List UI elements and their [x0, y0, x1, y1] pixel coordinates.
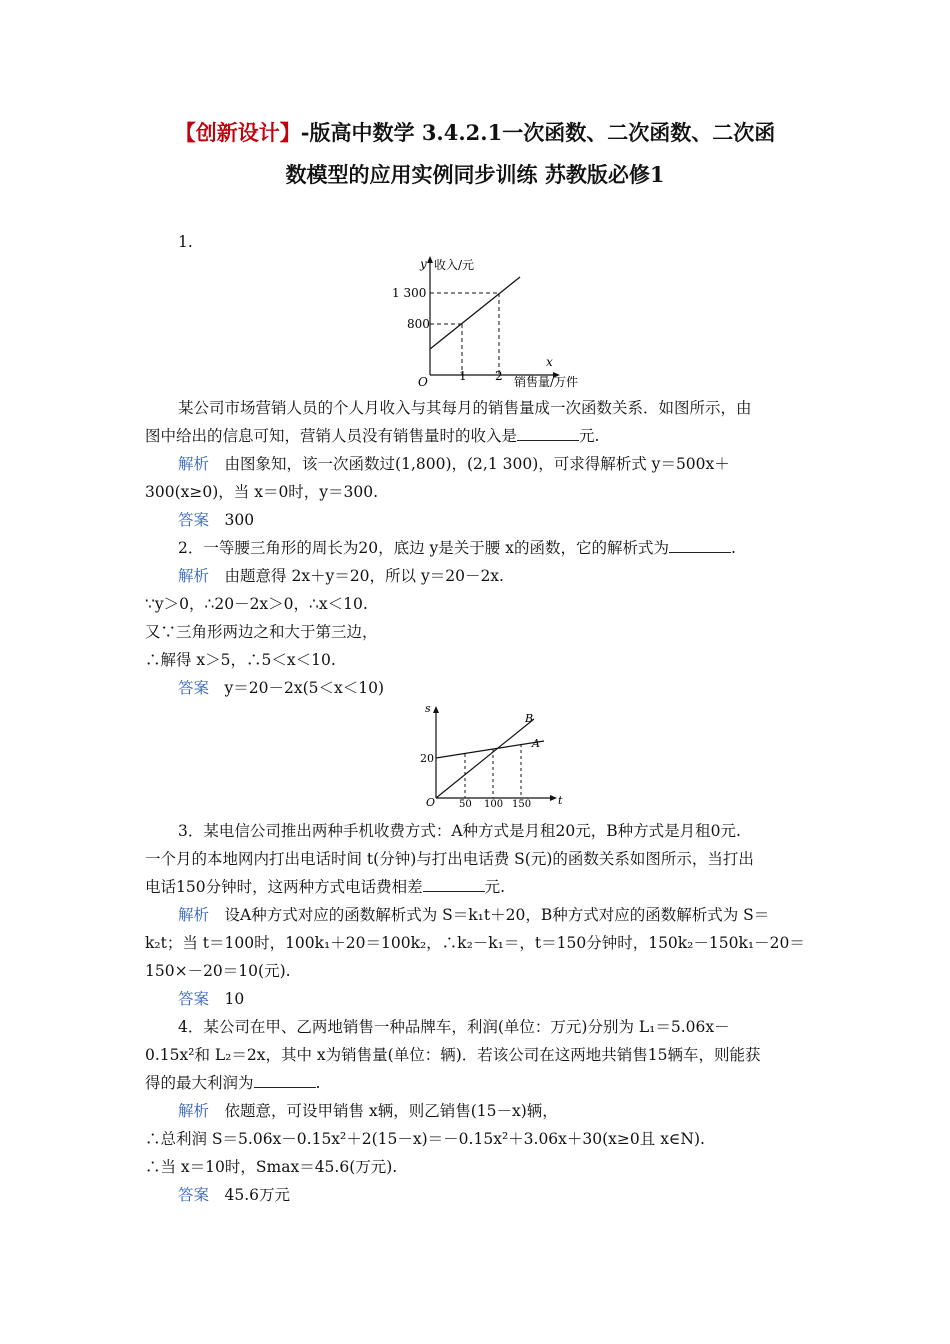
q4-analysis-2: ∴总利润 S＝5.06x－0.15x²＋2(15－x)＝－0.15x²＋3.06x＋30(x≥0且 x∈N). — [145, 1130, 705, 1148]
q3-analysis-1: 解析 设A种方式对应的函数解析式为 S＝k₁t＋20，B种方式对应的函数解析式为 S＝ — [178, 906, 770, 924]
q1-analysis-1: 解析 由图象知，该一次函数过(1,800)，(2,1 300)，可求得解析式 y＝500x＋ — [178, 455, 730, 473]
analysis-label: 解析 — [178, 906, 210, 924]
q4-analysis-1: 解析 依题意，可设甲销售 x辆，则乙销售(15－x)辆， — [178, 1102, 558, 1120]
s-axis-arrow — [433, 706, 439, 713]
q3-answer: 答案 10 — [178, 990, 245, 1008]
tick-20: 20 — [420, 752, 434, 765]
y-unit: 收入/元 — [434, 258, 475, 272]
q4-answer: 答案 45.6万元 — [178, 1186, 291, 1204]
q2-analysis-2: ∵y＞0，∴20－2x＞0，∴x＜10. — [145, 595, 368, 613]
t-label: t — [558, 794, 563, 807]
tick-50: 50 — [459, 799, 472, 810]
q3-analysis-2: k₂t；当 t＝100时，100k₁＋20＝100k₂，∴k₂－k₁＝，t＝150分钟时，150k₂－150k₁－20＝ — [145, 934, 805, 952]
title-line2: 数模型的应用实例同步训练 苏教版必修1 — [285, 162, 665, 187]
tick-1300: 1 300 — [392, 286, 427, 300]
q3-text-3: 电话150分钟时，这两种方式电话费相差 元. — [145, 878, 506, 896]
title-line1: -版高中数学 3.4.2.1一次函数、二次函数、二次函 — [300, 120, 776, 145]
q4-text-2: 0.15x²和 L₂＝2x，其中 x为销售量(单位：辆)．若该公司在这两地共销售15辆车，则能获 — [145, 1046, 761, 1064]
q2-analysis-4: ∴解得 x＞5，∴5＜x＜10. — [145, 651, 336, 669]
income-chart — [390, 250, 600, 390]
answer-label: 答案 — [178, 990, 210, 1008]
q2-analysis-3: 又∵三角形两边之和大于第三边， — [145, 623, 378, 641]
tick-800: 800 — [407, 317, 430, 331]
q1-text-2: 图中给出的信息可知，营销人员没有销售量时的收入是 元. — [145, 427, 600, 445]
x-unit: 销售量/万件 — [514, 375, 579, 389]
q4-text-3: 得的最大利润为 . — [145, 1074, 321, 1092]
q3-text-2: 一个月的本地网内打出电话时间 t(分钟)与打出电话费 S(元)的函数关系如图所示，当打出 — [145, 850, 754, 868]
q2-analysis-1: 解析 由题意得 2x＋y＝20，所以 y＝20－2x. — [178, 567, 504, 585]
phone-fee-chart — [420, 700, 570, 810]
q2-text: 2．一等腰三角形的周长为20，底边 y是关于腰 x的函数，它的解析式为 . — [178, 539, 736, 557]
y-label: y — [420, 257, 427, 271]
q3-blank — [423, 877, 485, 892]
x-label: x — [546, 355, 553, 369]
label-B: B — [525, 712, 534, 725]
income-line — [430, 277, 520, 349]
origin: O — [426, 796, 436, 809]
q2-answer: 答案 y＝20－2x(5＜x＜10) — [178, 679, 385, 697]
answer-label: 答案 — [178, 679, 210, 697]
answer-label: 答案 — [178, 1186, 210, 1204]
q4-blank — [254, 1073, 316, 1088]
s-label: s — [425, 702, 431, 715]
tick-150: 150 — [512, 799, 532, 810]
analysis-label: 解析 — [178, 455, 210, 473]
analysis-label: 解析 — [178, 1102, 210, 1120]
label-A: A — [532, 737, 540, 750]
q1-answer: 答案 300 — [178, 511, 255, 529]
answer-label: 答案 — [178, 511, 210, 529]
document-title — [110, 112, 840, 196]
q4-analysis-3: ∴当 x＝10时，Smax＝45.6(万元). — [145, 1158, 398, 1176]
y-axis-arrow — [427, 256, 433, 263]
q2-blank — [669, 538, 731, 553]
q4-text-1: 4．某公司在甲、乙两地销售一种品牌车，利润(单位：万元)分别为 L₁＝5.06x－ — [178, 1018, 730, 1036]
q3-text-1: 3．某电信公司推出两种手机收费方式：A种方式是月租20元，B种方式是月租0元. — [178, 822, 741, 840]
analysis-label: 解析 — [178, 567, 210, 585]
tick-100: 100 — [484, 799, 504, 810]
q1-number: 1. — [178, 233, 193, 251]
title-bracket: 【创新设计】 — [174, 120, 301, 145]
line-A — [436, 741, 544, 758]
q1-text-1: 某公司市场营销人员的个人月收入与其每月的销售量成一次函数关系．如图所示，由 — [178, 399, 752, 417]
q1-blank — [517, 426, 579, 441]
line-B — [436, 719, 534, 798]
origin: O — [418, 375, 428, 389]
tick-2: 2 — [495, 369, 503, 383]
tick-1: 1 — [459, 369, 467, 383]
t-axis-arrow — [550, 795, 557, 801]
q1-analysis-2: 300(x≥0)，当 x＝0时，y＝300. — [145, 483, 379, 501]
q3-analysis-3: 150×－20＝10(元). — [145, 962, 291, 980]
